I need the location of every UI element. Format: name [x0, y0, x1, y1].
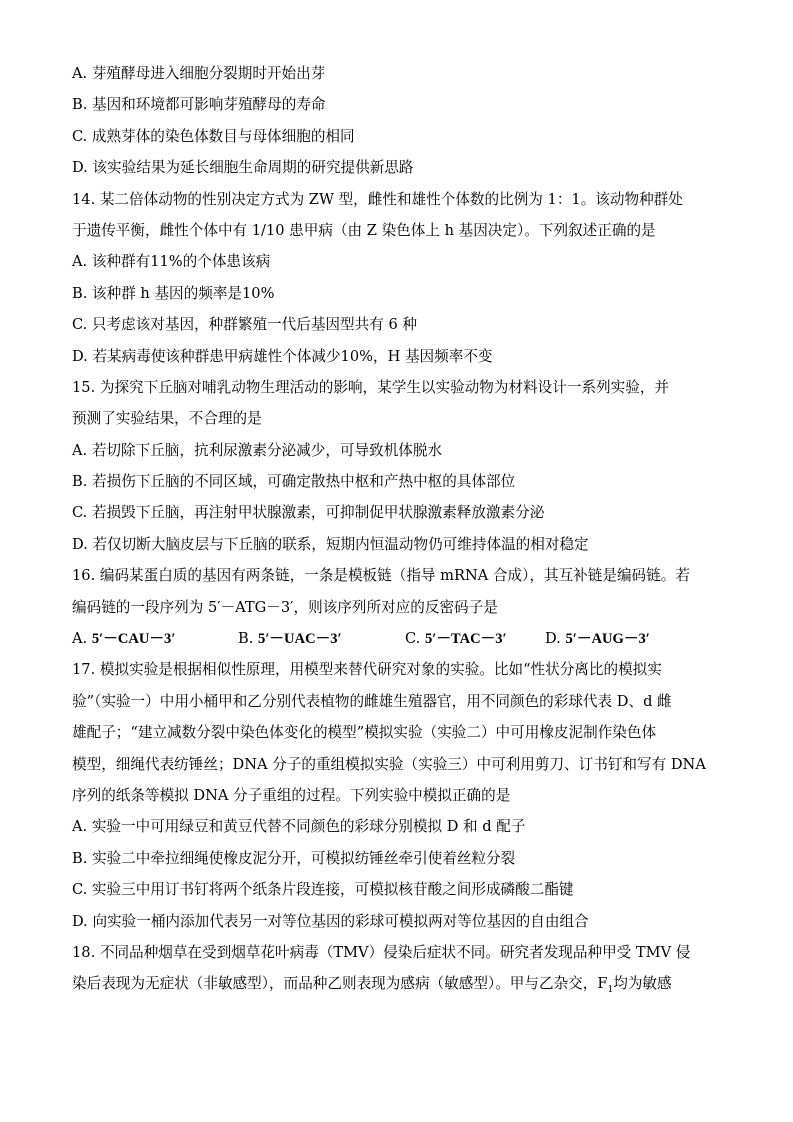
option-sequence: 5′－TAC－3′: [424, 631, 507, 648]
question-stem-line: 验”（实验一）中用小桶甲和乙分别代表植物的雌雄生殖器官，用不同颜色的彩球代表 D、d 雌: [72, 692, 672, 710]
option-d: [545, 623, 650, 654]
option-a: A. 实验一中可用绿豆和黄豆代替不同颜色的彩球分别模拟 D 和 d 配子: [72, 818, 526, 836]
question-stem-line: 于遗传平衡，雌性个体中有 1/10 患甲病（由 Z 染色体上 h 基因决定）。下列叙述正确的是: [72, 221, 656, 239]
option-b: [238, 623, 405, 654]
question-18: [72, 937, 724, 1000]
option-a: A. 芽殖酵母进入细胞分裂期时开始出芽: [72, 65, 326, 82]
option-sequence: 5′－AUG－3′: [565, 631, 650, 648]
option-b: B. 若损伤下丘脑的不同区域，可确定散热中枢和产热中枢的具体部位: [72, 473, 516, 491]
stem-text-tail: 均为敏感: [613, 975, 672, 993]
question-stem-line: [72, 968, 724, 999]
options-row: [72, 623, 724, 654]
option-letter: D.: [545, 630, 561, 648]
question-stem-line: 模型，细绳代表纺锤丝；DNA 分子的重组模拟实验（实验三）中可利用剪刀、订书钉和写有 DNA: [72, 755, 706, 773]
option-a: A. 若切除下丘脑，抗利尿激素分泌减少，可导致机体脱水: [72, 441, 443, 459]
question-stem-line: 18. 不同品种烟草在受到烟草花叶病毒（TMV）侵染后症状不同。研究者发现品种甲受 TMV 侵: [72, 943, 691, 961]
question-stem-line: 15. 为探究下丘脑对哺乳动物生理活动的影响，某学生以实验动物为材料设计一系列实验，并: [72, 378, 670, 396]
option-sequence: 5′－UAC－3′: [258, 631, 342, 648]
option-d: D. 向实验一桶内添加代表另一对等位基因的彩球可模拟两对等位基因的自由组合: [72, 912, 589, 930]
option-letter: A.: [72, 630, 88, 648]
question-15: [72, 372, 724, 560]
stem-text: 染后表现为无症状（非敏感型），而品种乙则表现为感病（敏感型）。甲与乙杂交，F: [72, 975, 608, 993]
option-a: [72, 623, 238, 654]
option-sequence: 5′－CAU－3′: [91, 631, 176, 648]
option-c: C. 若损毁下丘脑，再注射甲状腺激素，可抑制促甲状腺激素释放激素分泌: [72, 504, 545, 522]
option-c: C. 实验三中用订书钉将两个纸条片段连接，可模拟核苷酸之间形成磷酸二酯键: [72, 881, 574, 899]
question-stem-line: 编码链的一段序列为 5′－ATG－3′，则该序列所对应的反密码子是: [72, 598, 498, 616]
option-d: D. 若某病毒使该种群患甲病雄性个体减少10%，H 基因频率不变: [72, 347, 493, 365]
option-letter: C.: [405, 630, 421, 648]
option-c: [405, 623, 545, 654]
question-stem-line: 16. 编码某蛋白质的基因有两条链，一条是模板链（指导 mRNA 合成），其互补链是编码链。若: [72, 567, 690, 585]
option-letter: B.: [238, 630, 254, 648]
option-b: B. 基因和环境都可影响芽殖酵母的寿命: [72, 96, 326, 114]
option-c: C. 只考虑该对基因，种群繁殖一代后基因型共有 6 种: [72, 316, 417, 334]
option-d: D. 该实验结果为延长细胞生命周期的研究提供新思路: [72, 159, 414, 177]
exam-page: [72, 58, 724, 1000]
question-stem-line: 雄配子；“建立减数分裂中染色体变化的模型”模拟实验（实验二）中可用橡皮泥制作染色体: [72, 724, 657, 742]
option-c: C. 成熟芽体的染色体数目与母体细胞的相同: [72, 127, 355, 145]
question-stem-line: 17. 模拟实验是根据相似性原理，用模型来替代研究对象的实验。比如“性状分离比的模拟实: [72, 661, 662, 679]
question-stem-line: 预测了实验结果，不合理的是: [72, 410, 262, 428]
option-a: A. 该种群有11%的个体患该病: [72, 253, 271, 271]
question-stem-line: 序列的纸条等模拟 DNA 分子重组的过程。下列实验中模拟正确的是: [72, 786, 511, 804]
question-16: [72, 560, 724, 654]
question-14: [72, 184, 724, 372]
option-b: B. 实验二中牵拉细绳使橡皮泥分开，可模拟纺锤丝牵引使着丝粒分裂: [72, 849, 516, 867]
question-13-options: [72, 58, 724, 184]
question-17: [72, 654, 724, 937]
subscript: 1: [607, 985, 614, 996]
question-stem-line: 14. 某二倍体动物的性别决定方式为 ZW 型，雌性和雄性个体数的比例为 1：1。该动物种群处: [72, 190, 683, 208]
option-d: D. 若仅切断大脑皮层与下丘脑的联系，短期内恒温动物仍可维持体温的相对稳定: [72, 535, 589, 553]
option-b: B. 该种群 h 基因的频率是10%: [72, 284, 275, 302]
